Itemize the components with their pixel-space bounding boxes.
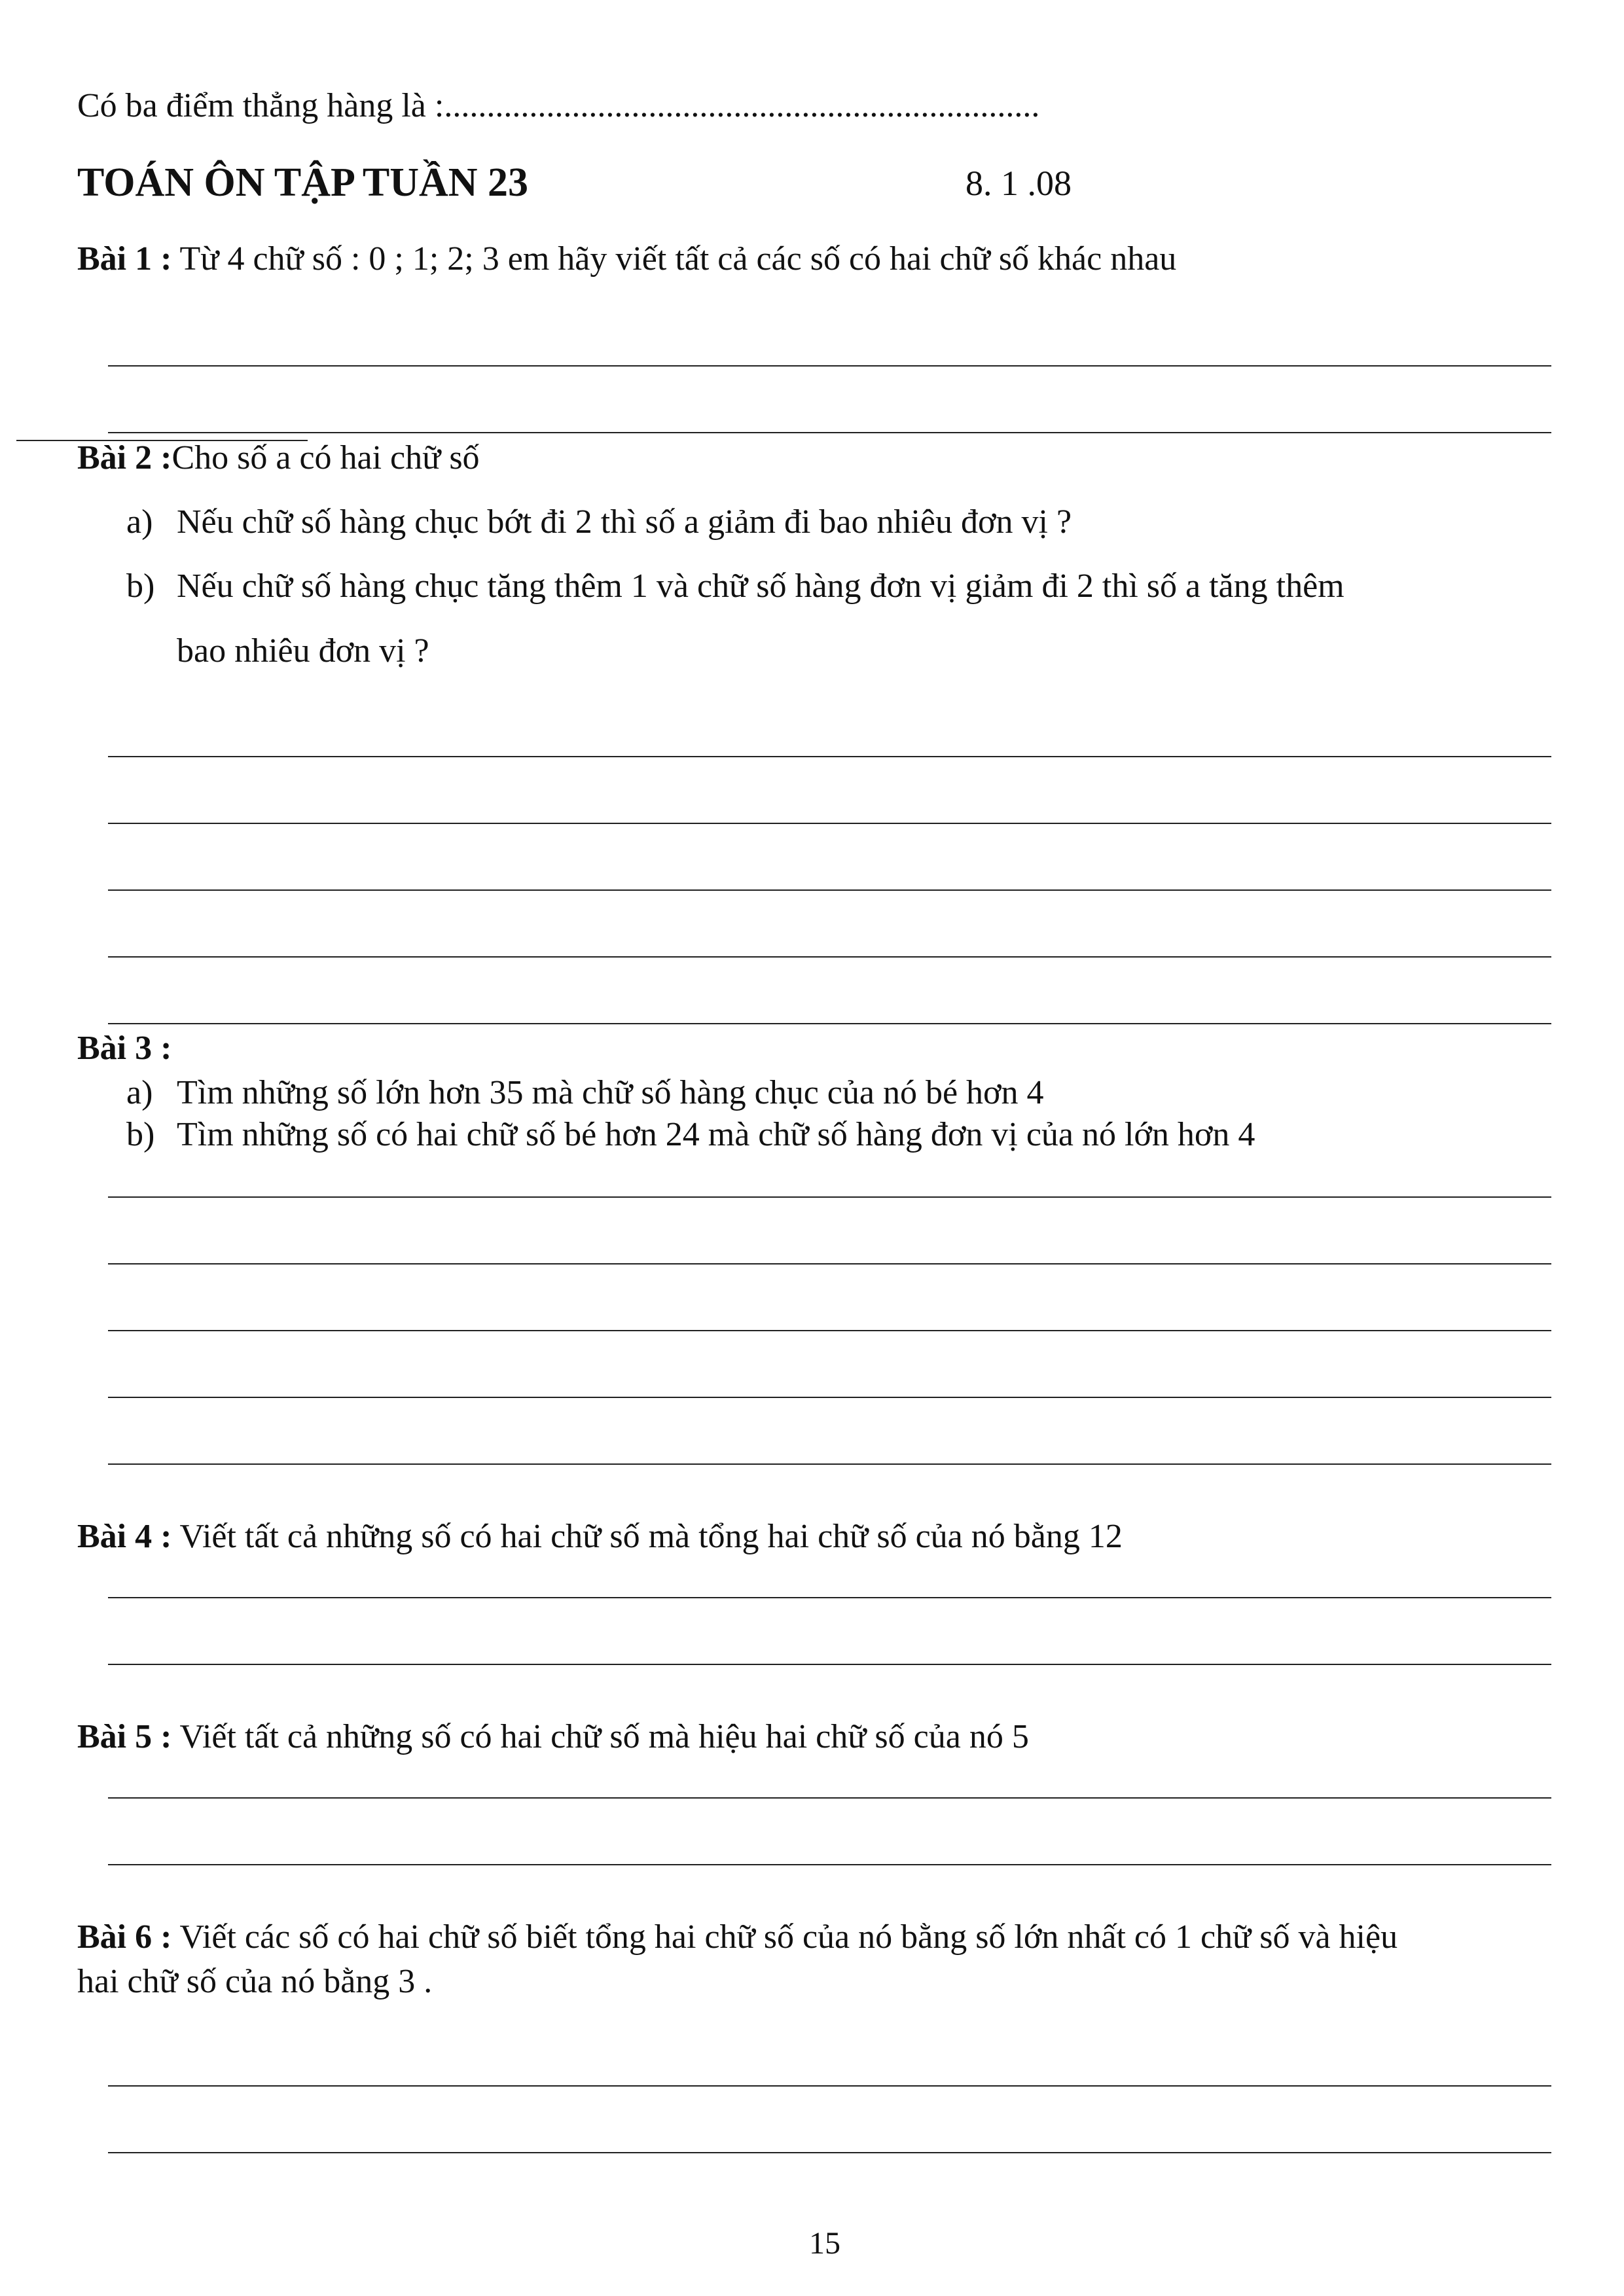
intro-line [77,86,1039,126]
answer-line [108,1196,1551,1198]
answer-line [108,1263,1551,1265]
answer-line [108,1330,1551,1331]
answer-line [108,889,1551,891]
exercise-4-label: Bài 4 : [77,1518,172,1555]
exercise-5-text: Viết tất cả những số có hai chữ số mà hiệu hai chữ số của nó 5 [171,1718,1029,1755]
answer-line [108,756,1551,757]
answer-line [108,365,1551,367]
exercise-2a-marker: a) [126,503,153,541]
answer-line [108,432,1551,433]
exercise-3b-text: Tìm những số có hai chữ số bé hơn 24 mà chữ số hàng đơn vị của nó lớn hơn 4 [177,1116,1255,1153]
answer-line [108,1397,1551,1398]
answer-line [108,2152,1551,2153]
page-date: 8. 1 .08 [965,164,1072,203]
exercise-6-label: Bài 6 : [77,1918,172,1956]
exercise-6-continuation: hai chữ số của nó bằng 3 . [77,1963,433,2000]
answer-line [108,1463,1551,1465]
exercise-1-text: Từ 4 chữ số : 0 ; 1; 2; 3 em hãy viết tất cả các số có hai chữ số khác nhau [171,240,1177,278]
exercise-2a-text: Nếu chữ số hàng chục bớt đi 2 thì số a giảm đi bao nhiêu đơn vị ? [177,503,1072,541]
intro-dots: ...................................................................... [444,87,1040,124]
exercise-3a-text: Tìm những số lớn hơn 35 mà chữ số hàng chục của nó bé hơn 4 [177,1074,1044,1111]
exercise-3b-marker: b) [126,1116,155,1153]
page-number: 15 [809,2226,840,2261]
answer-line [108,1597,1551,1598]
exercise-3a-marker: a) [126,1074,153,1111]
exercise-2b-continuation: bao nhiêu đơn vị ? [177,632,429,670]
answer-line [108,823,1551,824]
exercise-5-label: Bài 5 : [77,1718,172,1755]
page-title: TOÁN ÔN TẬP TUẦN 23 [77,160,529,205]
exercise-2b-text: Nếu chữ số hàng chục tăng thêm 1 và chữ số hàng đơn vị giảm đi 2 thì số a tăng thêm [177,567,1344,605]
answer-line [108,1797,1551,1799]
exercise-2-text: Cho số a có hai chữ số [171,439,480,476]
answer-line [108,1023,1551,1024]
exercise-4 [77,1517,1123,1556]
exercise-6 [77,1918,1398,1957]
intro-text: Có ba điểm thẳng hàng là : [77,87,444,124]
answer-line [108,2085,1551,2087]
answer-line [108,1864,1551,1865]
exercise-2 [77,439,480,478]
answer-line [108,1664,1551,1665]
exercise-2b-marker: b) [126,567,155,605]
exercise-5 [77,1717,1029,1757]
exercise-1-label: Bài 1 : [77,240,172,278]
exercise-2-label: Bài 2 : [77,439,172,476]
answer-line [108,956,1551,958]
exercise-6-text: Viết các số có hai chữ số biết tổng hai chữ số của nó bằng số lớn nhất có 1 chữ số và hiệu [171,1918,1398,1956]
exercise-1 [77,240,1176,279]
exercise-3-label: Bài 3 : [77,1030,172,1067]
exercise-4-text: Viết tất cả những số có hai chữ số mà tổng hai chữ số của nó bằng 12 [171,1518,1123,1555]
